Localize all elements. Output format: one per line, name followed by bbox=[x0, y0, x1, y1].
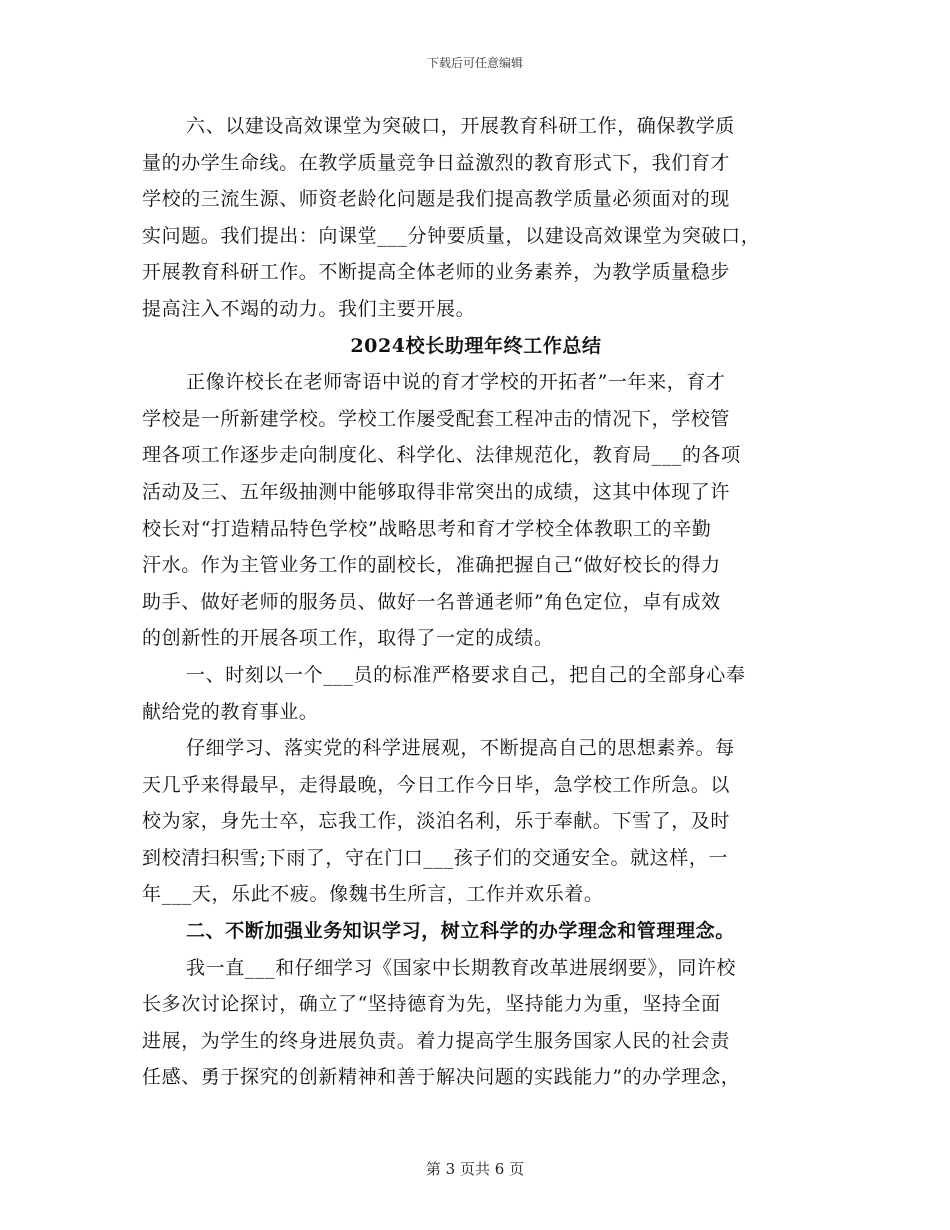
paragraph-line: 提高注入不竭的动力。我们主要开展。 bbox=[142, 297, 476, 320]
page-number: 第 3 页共 6 页 bbox=[425, 1160, 525, 1178]
section-heading-line: 一、时刻以一个___员的标准严格要求自己，把自己的全部身心奉 bbox=[186, 663, 746, 686]
paragraph-line: 校为家，身先士卒，忘我工作，淡泊名利，乐于奉献。下雪了，及时 bbox=[142, 810, 731, 833]
paragraph-line: 进展，为学生的终身进展负责。着力提高学生服务国家人民的社会责 bbox=[142, 1029, 731, 1052]
paragraph-line: 仔细学习、落实党的科学进展观，不断提高自己的思想素养。每 bbox=[186, 737, 735, 760]
paragraph-line: 任感、勇于探究的创新精神和善于解决问题的实践能力”的办学理念， bbox=[142, 1066, 741, 1089]
paragraph-line: 学校的三流生源、师资老龄化问题是我们提高教学质量必须面对的现 bbox=[142, 188, 731, 211]
paragraph-line: 汗水。作为主管业务工作的副校长，准确把握自己“做好校长的得力 bbox=[142, 554, 721, 577]
paragraph-line: 年___天，乐此不疲。像魏书生所言，工作并欢乐着。 bbox=[142, 883, 604, 906]
paragraph-line: 校长对“打造精品特色学校”战略思考和育才学校全体教职工的辛勤 bbox=[142, 517, 712, 540]
paragraph-line: 学校是一所新建学校。学校工作屡受配套工程冲击的情况下，学校管 bbox=[142, 407, 731, 430]
paragraph-line: 到校清扫积雪;下雨了，守在门口___孩子们的交通安全。就这样，一 bbox=[142, 846, 729, 869]
section-heading-line: 献给党的教育事业。 bbox=[142, 700, 319, 723]
paragraph-line: 活动及三、五年级抽测中能够取得非常突出的成绩，这其中体现了许 bbox=[142, 480, 731, 503]
paragraph-line: 六、以建设高效课堂为突破口，开展教育科研工作，确保教学质 bbox=[186, 115, 735, 137]
paragraph-line: 理各项工作逐步走向制度化、科学化、法律规范化，教育局___的各项 bbox=[142, 444, 741, 467]
paragraph-line: 助手、做好老师的服务员、做好一名普通老师”角色定位，卓有成效 bbox=[142, 590, 721, 613]
paragraph-line: 天几乎来得最早，走得最晚，今日工作今日毕，急学校工作所急。以 bbox=[142, 773, 731, 796]
paragraph-line: 开展教育科研工作。不断提高全体老师的业务素养，为教学质量稳步 bbox=[142, 261, 731, 284]
paragraph-line: 我一直___和仔细学习《国家中长期教育改革进展纲要》，同许校 bbox=[186, 956, 737, 979]
paragraph-line: 量的办学生命线。在教学质量竞争日益激烈的教育形式下，我们育才 bbox=[142, 151, 731, 174]
paragraph-line: 的创新性的开展各项工作，取得了一定的成绩。 bbox=[142, 627, 554, 650]
paragraph-line: 长多次讨论探讨，确立了“坚持德育为先，坚持能力为重，坚持全面 bbox=[142, 993, 721, 1016]
page-header: 下载后可任意编辑 bbox=[426, 56, 523, 70]
paragraph-line: 正像许校长在老师寄语中说的育才学校的开拓者”一年来，育才 bbox=[186, 371, 726, 394]
document-title: 2024校长助理年终工作总结 bbox=[350, 334, 602, 357]
document-body bbox=[142, 108, 810, 1096]
paragraph-line: 实问题。我们提出：向课堂___分钟要质量，以建设高效课堂为突破口， bbox=[142, 224, 761, 247]
section-heading: 二、不断加强业务知识学习，树立科学的办学理念和管理理念。 bbox=[186, 920, 735, 943]
